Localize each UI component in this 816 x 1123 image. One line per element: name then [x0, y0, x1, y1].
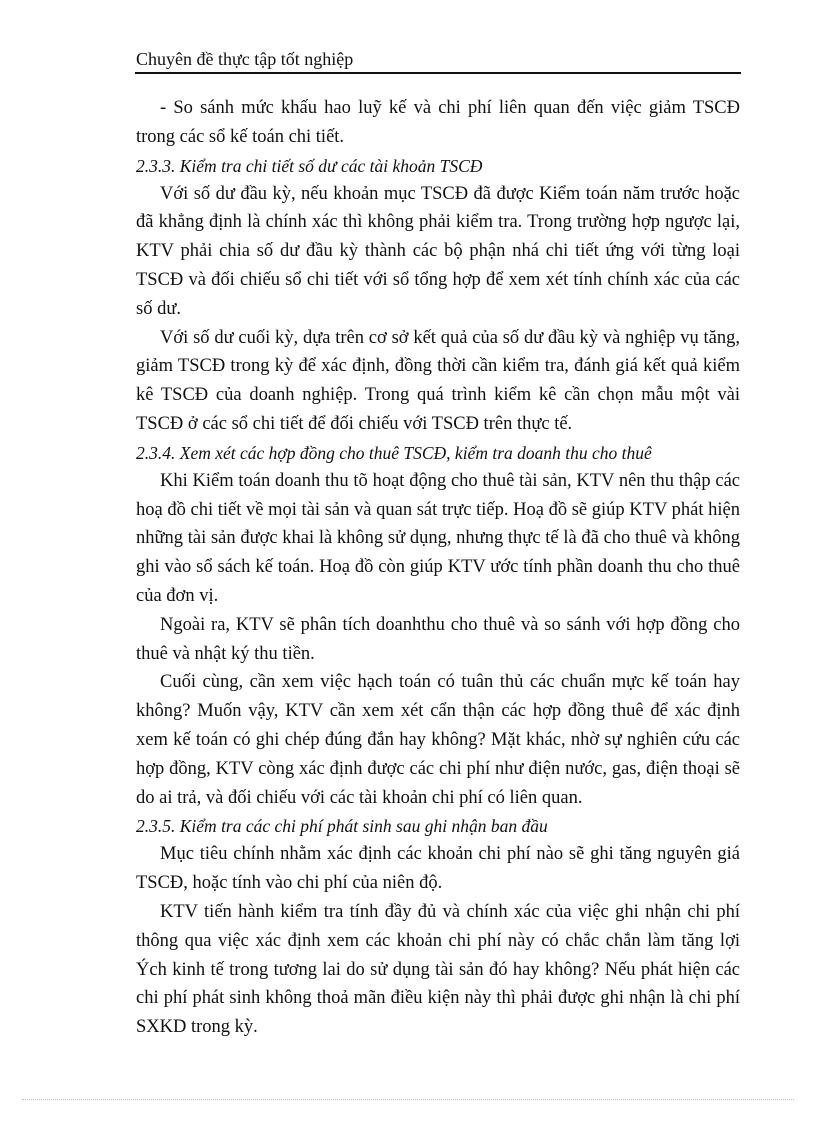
paragraph: Cuối cùng, cần xem việc hạch toán có tuân thủ các chuẩn mực kế toán hay không? Muốn vậy, KTV cần xem xét cẩn thận các hợp đồng thuê để xác định xem kế toán có ghi chép đúng đắn hay không? Mặt khác, nhờ sự nghiên cứu các hợp đồng, KTV còng xác định được các chi phí như điện nước, gas, điện thoại sẽ do ai trả, và đối chiếu với các tài khoản chi phí có liên quan.	[136, 672, 740, 808]
paragraph: Với số dư đầu kỳ, nếu khoản mục TSCĐ đã được Kiểm toán năm trước hoặc đã khẳng định là chính xác thì không phải kiểm tra. Trong trường hợp ngược lại, KTV phải chia số dư đầu kỳ thành các bộ phận nhá chi tiết ứng với từng loại TSCĐ và đối chiếu sổ chi tiết với sổ tổng hợp để xem xét tính chính xác của các số dư.	[136, 183, 740, 319]
page-header	[135, 46, 741, 74]
header-title: Chuyên đề thực tập tốt nghiệp	[136, 49, 354, 69]
page-footer-divider	[22, 1099, 794, 1100]
paragraph: Với số dư cuối kỳ, dựa trên cơ sở kết quả của số dư đầu kỳ và nghiệp vụ tăng, giảm TSCĐ trong kỳ để xác định, đồng thời cần kiểm tra, đánh giá kết quả kiểm kê TSCĐ của doanh nghiệp. Trong quá trình kiểm kê cần chọn mẫu một vài TSCĐ ở các sổ chi tiết để đối chiếu với TSCĐ trên thực tế.	[136, 327, 740, 434]
section-heading: 2.3.5. Kiểm tra các chi phí phát sinh sau ghi nhận ban đầu	[136, 816, 548, 837]
paragraph: KTV tiến hành kiểm tra tính đầy đủ và chính xác của việc ghi nhận chi phí thông qua việc xác định xem các khoản chi phí này có chắc chắn làm tăng lợi Ých kinh tế trong tương lai do sử dụng tài sản đó hay không? Nếu phát hiện các chi phí phát sinh không thoả mãn điều kiện này thì phải được ghi nhận là chi phí SXKD trong kỳ.	[136, 901, 740, 1038]
paragraph: Khi Kiểm toán doanh thu tõ hoạt động cho thuê tài sản, KTV nên thu thập các hoạ đồ chi tiết về mọi tài sản và quan sát trực tiếp. Hoạ đồ sẽ giúp KTV phát hiện những tài sản được khai là không sử dụng, nhưng thực tế là đã cho thuê và không ghi vào sổ sách kế toán. Hoạ đồ còn giúp KTV ước tính phần doanh thu cho thuê của đơn vị.	[136, 470, 740, 606]
section-heading: 2.3.3. Kiểm tra chi tiết số dư các tài khoản TSCĐ	[136, 155, 483, 176]
paragraph: Ngoài ra, KTV sẽ phân tích doanhthu cho thuê và so sánh với hợp đồng cho thuê và nhật ký thu tiền.	[136, 614, 740, 664]
section-heading: 2.3.4. Xem xét các hợp đồng cho thuê TSCĐ, kiểm tra doanh thu cho thuê	[136, 442, 652, 463]
paragraph: - So sánh mức khấu hao luỹ kế và chi phí liên quan đến việc giảm TSCĐ trong các sổ kế toán chi tiết.	[136, 98, 740, 147]
paragraph: Mục tiêu chính nhằm xác định các khoản chi phí nào sẽ ghi tăng nguyên giá TSCĐ, hoặc tính vào chi phí của niên độ.	[136, 844, 740, 894]
document-body	[136, 94, 740, 1042]
